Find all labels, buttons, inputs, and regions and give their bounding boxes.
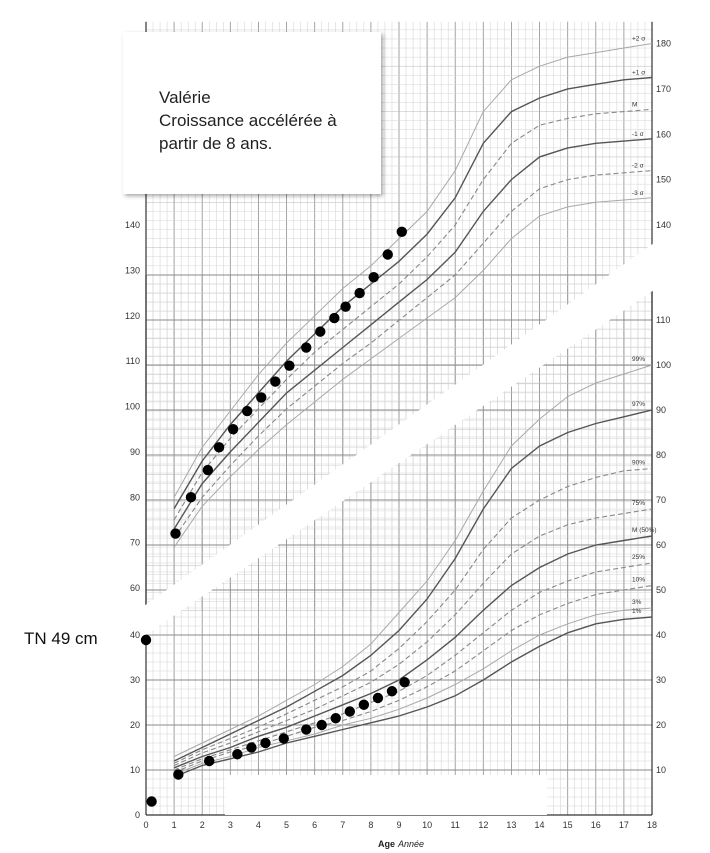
weight-curve-label: 3% [632,599,642,606]
weight-point [246,742,256,752]
weight-point [232,749,242,759]
height-tick-left: 140 [124,220,140,230]
annotation-name: Valérie [159,88,211,107]
x-tick: 12 [478,820,489,830]
weight-tick-right: 60 [656,540,667,550]
height-point [256,392,266,402]
weight-tick-left: 20 [129,720,140,730]
height-point [397,227,407,237]
height-point [284,360,294,370]
weight-point [204,756,214,766]
x-tick: 16 [590,820,601,830]
height-curve-label: -3 σ [632,189,644,197]
top-margin-fill [0,0,710,22]
weight-curve-label: 1% [632,608,642,615]
weight-tick-left: 30 [129,675,140,685]
height-point [186,492,196,502]
height-point [270,376,280,386]
weight-curve-label: 10% [632,576,646,584]
height-tick-right: 150 [656,174,672,185]
weight-point [279,733,289,743]
weight-tick-left: 40 [129,630,140,640]
annotation-box [123,32,381,194]
height-tick-left: 120 [124,310,140,321]
height-point [301,342,311,352]
x-tick: 3 [227,820,233,830]
weight-curve-label: 99% [632,356,646,363]
height-tick-left: 80 [129,492,140,503]
height-tick-left: 100 [124,401,140,412]
x-axis [378,839,424,849]
weight-point [173,769,183,779]
weight-tick-right: 90 [656,405,667,415]
weight-tick-right: 10 [656,765,667,775]
weight-tick-left: 10 [129,765,140,775]
height-tick-left: 110 [125,356,140,367]
weight-point [345,706,355,716]
x-tick: 4 [255,820,261,830]
height-tick-right: 140 [656,220,672,230]
height-point [329,313,339,323]
weight-tick-right: 100 [656,360,672,370]
height-curve-label: M [632,101,638,109]
x-tick: 5 [284,820,290,830]
weight-tick-right: 70 [656,495,667,505]
birth-point [141,635,151,645]
x-tick: 1 [171,820,177,830]
height-tick-left: 90 [129,446,140,457]
weight-tick-right: 50 [656,585,667,595]
weight-tick-left: 0 [134,810,140,820]
white-cover [225,775,547,815]
weight-curve-label: 97% [632,401,646,408]
height-point [228,424,238,434]
x-tick: 6 [312,820,318,830]
birth-label: TN 49 cm [24,629,98,648]
height-tick-right: 180 [656,38,672,49]
height-point [315,326,325,336]
height-tick-right: 170 [656,83,672,94]
x-tick: 14 [534,820,545,830]
weight-curve-label: M (50%) [632,527,657,534]
height-point [214,442,224,452]
height-tick-left: 70 [129,537,140,548]
x-tick: 0 [143,820,149,830]
weight-point [399,677,409,687]
height-point [203,465,213,475]
annotation-line1: Croissance accélérée à [159,111,337,130]
x-tick: 11 [450,820,460,830]
weight-point [373,693,383,703]
height-point [383,249,393,259]
weight-point [146,796,156,806]
weight-curve-label: 90% [632,459,646,467]
x-tick: 17 [618,820,629,830]
x-tick: 2 [199,820,205,830]
height-tick-right: 160 [656,129,672,140]
height-point [369,272,379,282]
weight-curve-label: 75% [632,500,646,507]
weight-point [387,686,397,696]
annotation-line2: partir de 8 ans. [159,134,273,153]
weight-tick-right: 40 [656,630,667,640]
weight-tick-right: 110 [656,315,671,325]
weight-point [359,700,369,710]
height-point [242,406,252,416]
weight-curve-label: 25% [632,554,646,561]
x-tick: 10 [422,820,433,830]
height-tick-left: 130 [124,265,140,276]
x-tick: 9 [396,820,402,830]
weight-point [301,724,311,734]
weight-point [316,720,326,730]
x-tick: 13 [506,820,517,830]
height-curve-label: +1 σ [632,69,646,77]
height-curve-label: +2 σ [632,35,646,43]
weight-point [260,738,270,748]
height-curve-label: -1 σ [632,130,644,138]
height-point [340,301,350,311]
height-tick-left: 60 [129,583,140,593]
height-point [170,528,180,538]
x-tick: 18 [646,820,658,830]
height-curve-label: -2 σ [632,162,644,170]
weight-tick-right: 20 [656,720,667,730]
height-point [354,288,364,298]
x-tick: 8 [368,820,374,830]
x-axis-sublabel: Année [398,839,425,849]
x-axis-label: Age [378,839,396,849]
weight-tick-right: 30 [656,675,667,685]
weight-point [331,713,341,723]
x-tick: 15 [562,820,573,830]
weight-tick-right: 80 [656,450,667,460]
x-tick: 7 [340,820,346,830]
